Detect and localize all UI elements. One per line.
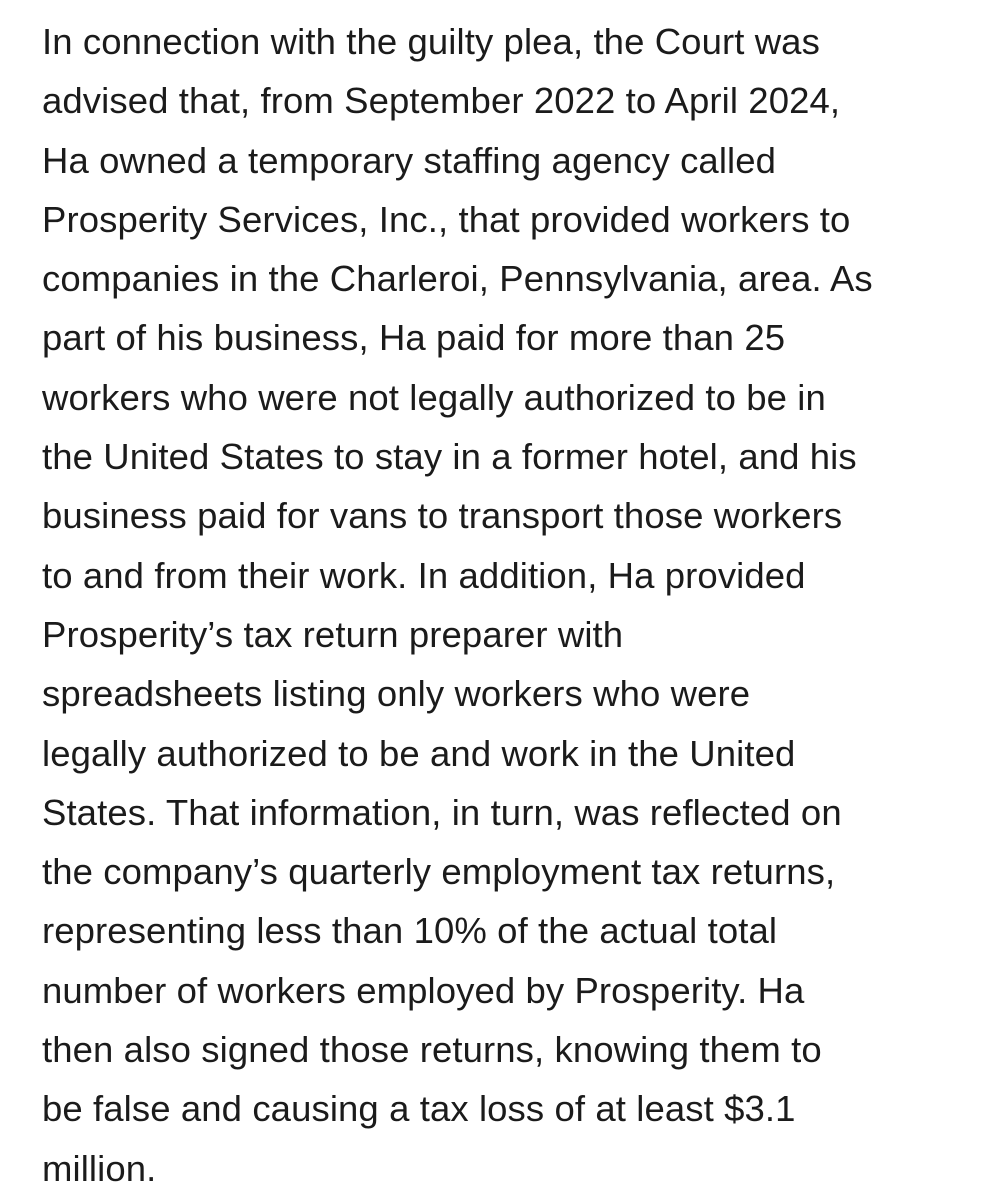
paragraph-line: In connection with the guilty plea, the Court was [42,21,820,62]
paragraph-line: part of his business, Ha paid for more than 25 [42,317,786,359]
paragraph-line: the company’s quarterly employment tax returns, [42,851,836,893]
paragraph-line: to and from their work. In addition, Ha provided [42,554,806,596]
paragraph-line: Ha owned a temporary staffing agency called [42,139,777,181]
paragraph-line: advised that, from September 2022 to April 2024, [42,80,841,122]
paragraph-line: Prosperity’s tax return preparer with [42,613,624,655]
paragraph-line: business paid for vans to transport those workers [42,495,843,537]
paragraph-line: workers who were not legally authorized to be in [42,376,826,418]
article-paragraph [42,12,977,1198]
paragraph-line: representing less than 10% of the actual total [42,910,778,952]
paragraph-line: million. [42,1147,157,1189]
paragraph-line: legally authorized to be and work in the United [42,732,796,774]
paragraph-line: spreadsheets listing only workers who were [42,673,751,715]
paragraph-line: States. That information, in turn, was reflected on [42,791,842,833]
paragraph-line: then also signed those returns, knowing them to [42,1029,822,1071]
paragraph-line: number of workers employed by Prosperity. Ha [42,969,805,1011]
paragraph-line: be false and causing a tax loss of at least $3.1 [42,1088,796,1130]
paragraph-line: the United States to stay in a former hotel, and his [42,436,857,478]
paragraph-line: Prosperity Services, Inc., that provided workers to [42,198,851,240]
paragraph-line: companies in the Charleroi, Pennsylvania, area. As [42,258,873,300]
